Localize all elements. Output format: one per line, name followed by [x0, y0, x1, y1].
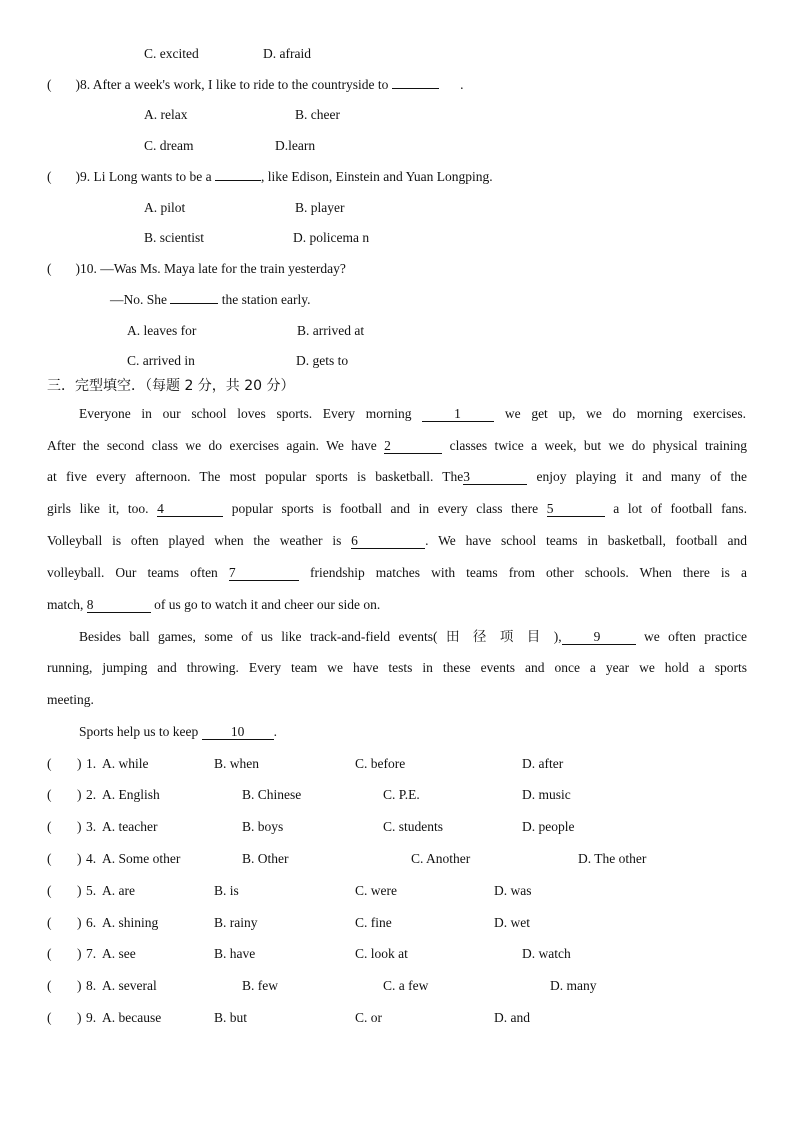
answer-option-c: C. fine [355, 915, 392, 930]
answer-paren-open: ( [47, 851, 52, 866]
question-9-stem [47, 168, 493, 186]
answer-option-b: B. is [214, 883, 239, 898]
answer-option-b: B. when [214, 756, 259, 771]
answer-paren-close: ) [75, 77, 80, 92]
answer-paren-open: ( [47, 883, 52, 898]
answer-paren-close: ) [77, 1010, 82, 1025]
fill-blank[interactable] [392, 88, 439, 89]
answer-option-c: C. were [355, 883, 397, 898]
question-8-text: 8. After a week's work, I like to ride to the countryside to [80, 77, 389, 92]
passage-blank-4[interactable]: 4 [157, 501, 223, 517]
passage-line-6 [47, 564, 747, 582]
answer-slot[interactable] [53, 945, 73, 963]
answer-slot[interactable] [53, 755, 73, 773]
passage-text: Volleyball is often played when the weather is [47, 533, 342, 548]
answer-option-a: A. English [102, 787, 160, 802]
answer-number: 4. [86, 851, 97, 866]
passage-line-10 [47, 691, 747, 709]
answer-paren-open: ( [47, 819, 52, 834]
q8-option-b: B. cheer [295, 107, 340, 122]
answer-number: 3. [86, 819, 97, 834]
passage-text: After the second class we do exercises again. We have [47, 438, 377, 453]
question-10-line-2 [110, 291, 310, 309]
passage-text: enjoy playing it and many of the [536, 469, 748, 484]
answer-paren-close: ) [77, 851, 82, 866]
passage-text: Sports help us to keep [79, 724, 199, 739]
q7-option-c: C. excited [144, 46, 199, 61]
answer-number: 6. [86, 915, 97, 930]
question-10-text: 10. —Was Ms. Maya late for the train yesterday? [80, 261, 346, 276]
answer-paren-close: ) [75, 261, 80, 276]
answer-number: 5. [86, 883, 97, 898]
answer-option-c: C. before [355, 756, 406, 771]
answer-option-a: A. shining [102, 915, 159, 930]
answer-number: 7. [86, 946, 97, 961]
answer-paren-open: ( [47, 77, 52, 92]
question-10-reply-end: the station early. [221, 292, 311, 307]
passage-blank-2[interactable]: 2 [384, 438, 442, 454]
answer-option-b: B. but [214, 1010, 248, 1025]
answer-paren-open: ( [47, 169, 52, 184]
passage-text: . We have school teams in basketball, football and [425, 533, 747, 548]
answer-option-d: D. after [522, 756, 564, 771]
passage-text: of us go to watch it and cheer our side on. [154, 597, 381, 612]
fill-blank[interactable] [215, 180, 261, 181]
answer-option-d: D. music [522, 787, 571, 802]
passage-line-2 [47, 437, 747, 455]
passage-text: we often practice [644, 629, 748, 644]
answer-paren-open: ( [47, 261, 52, 276]
passage-line-1 [47, 405, 746, 423]
answer-number: 1. [86, 756, 97, 771]
passage-line-8 [47, 628, 747, 646]
q7-option-d: D. afraid [263, 46, 311, 61]
answer-option-c: C. Another [411, 851, 471, 866]
answer-option-b: B. have [214, 946, 256, 961]
answer-option-c: C. students [383, 819, 444, 834]
passage-line-7 [47, 596, 747, 614]
answer-option-d: D. people [522, 819, 575, 834]
answer-option-b: B. Chinese [242, 787, 302, 802]
q10-option-c: C. arrived in [127, 353, 195, 368]
passage-text: Everyone in our school loves sports. Every morning [79, 406, 412, 421]
passage-text: meeting. [47, 692, 94, 707]
passage-text: match, [47, 597, 84, 612]
answer-option-d: D. wet [494, 915, 530, 930]
passage-line-3 [47, 468, 747, 486]
answer-option-c: C. look at [355, 946, 408, 961]
answer-option-a: A. are [102, 883, 135, 898]
fill-blank[interactable] [170, 303, 218, 304]
answer-paren-close: ) [77, 883, 82, 898]
question-9-text: 9. Li Long wants to be a [80, 169, 212, 184]
answer-option-c: C. P.E. [383, 787, 420, 802]
passage-blank-10[interactable]: 10 [202, 724, 274, 740]
passage-line-4 [47, 500, 747, 518]
answer-slot[interactable] [53, 1009, 73, 1027]
q9-option-d: D. policema n [293, 230, 370, 245]
question-8-stem [47, 76, 463, 94]
answer-option-c: C. or [355, 1010, 382, 1025]
answer-option-a: A. several [102, 978, 157, 993]
q9-option-b: B. player [295, 200, 345, 215]
answer-slot[interactable] [53, 818, 73, 836]
answer-option-d: D. many [550, 978, 597, 993]
answer-slot[interactable] [53, 977, 73, 995]
answer-option-a: A. while [102, 756, 149, 771]
answer-paren-open: ( [47, 787, 52, 802]
answer-paren-close: ) [77, 756, 82, 771]
answer-option-d: D. The other [578, 851, 647, 866]
passage-text: popular sports is football and in every class there [231, 501, 539, 516]
question-9-text-end: , like Edison, Einstein and Yuan Longping. [260, 169, 493, 184]
q8-option-c: C. dream [144, 138, 194, 153]
q8-option-a: A. relax [144, 107, 188, 122]
answer-option-a: A. see [102, 946, 136, 961]
answer-option-a: A. because [102, 1010, 162, 1025]
answer-option-d: D. was [494, 883, 532, 898]
answer-paren-open: ( [47, 946, 52, 961]
passage-blank-9[interactable]: 9 [562, 629, 636, 645]
answer-option-d: D. and [494, 1010, 530, 1025]
answer-paren-open: ( [47, 978, 52, 993]
answer-paren-close: ) [77, 787, 82, 802]
answer-number: 2. [86, 787, 97, 802]
q9-option-c: B. scientist [144, 230, 204, 245]
passage-blank-8[interactable]: 8 [87, 597, 151, 613]
passage-text: girls like it, too. [47, 501, 149, 516]
answer-option-a: A. teacher [102, 819, 158, 834]
answer-option-b: B. few [242, 978, 278, 993]
q9-option-a: A. pilot [144, 200, 186, 215]
question-10-reply: —No. She [110, 292, 167, 307]
passage-text: we get up, we do morning exercises. [504, 406, 747, 421]
section-3-heading: 三．完型填空．（每题 2 分，共 20 分） [47, 378, 295, 394]
passage-text: a lot of football fans. [613, 501, 748, 516]
answer-option-a: A. Some other [102, 851, 181, 866]
question-10-stem [47, 260, 346, 278]
passage-blank-1[interactable]: 1 [422, 406, 494, 422]
passage-blank-6[interactable]: 6 [351, 533, 425, 549]
passage-text: friendship matches with teams from other schools. When there is a [309, 565, 747, 580]
answer-paren-open: ( [47, 756, 52, 771]
passage-blank-7[interactable]: 7 [229, 565, 299, 581]
answer-option-d: D. watch [522, 946, 571, 961]
q10-option-b: B. arrived at [297, 323, 365, 338]
answer-paren-close: ) [77, 915, 82, 930]
q10-option-a: A. leaves for [127, 323, 197, 338]
passage-blank-5[interactable]: 5 [547, 501, 605, 517]
answer-slot[interactable] [53, 914, 73, 932]
answer-option-b: B. rainy [214, 915, 258, 930]
answer-number: 8. [86, 978, 97, 993]
passage-text: . [273, 724, 277, 739]
answer-paren-open: ( [47, 1010, 52, 1025]
passage-text: at five every afternoon. The most popular sports is basketball. The [47, 469, 464, 484]
answer-slot[interactable] [53, 882, 73, 900]
answer-slot[interactable] [53, 786, 73, 804]
answer-option-b: B. Other [242, 851, 289, 866]
question-8-end: . [460, 77, 464, 92]
passage-text: classes twice a week, but we do physical training [449, 438, 748, 453]
passage-text: Besides ball games, some of us like track-and-field events( 田 径 项 目 ), [79, 629, 562, 644]
answer-paren-close: ) [77, 819, 82, 834]
passage-line-9 [47, 659, 747, 677]
passage-blank-3[interactable]: 3 [463, 469, 527, 485]
q8-option-d: D.learn [275, 138, 316, 153]
passage-line-5 [47, 532, 747, 550]
answer-slot[interactable] [53, 850, 73, 868]
passage-line-11 [79, 723, 277, 741]
answer-option-b: B. boys [242, 819, 284, 834]
answer-number: 9. [86, 1010, 97, 1025]
answer-paren-close: ) [77, 946, 82, 961]
answer-paren-close: ) [75, 169, 80, 184]
passage-text: running, jumping and throwing. Every team we have tests in these events and once a year we hold a sports [47, 660, 747, 675]
passage-text: volleyball. Our teams often [47, 565, 218, 580]
q10-option-d: D. gets to [296, 353, 349, 368]
answer-option-c: C. a few [383, 978, 429, 993]
answer-paren-close: ) [77, 978, 82, 993]
answer-paren-open: ( [47, 915, 52, 930]
